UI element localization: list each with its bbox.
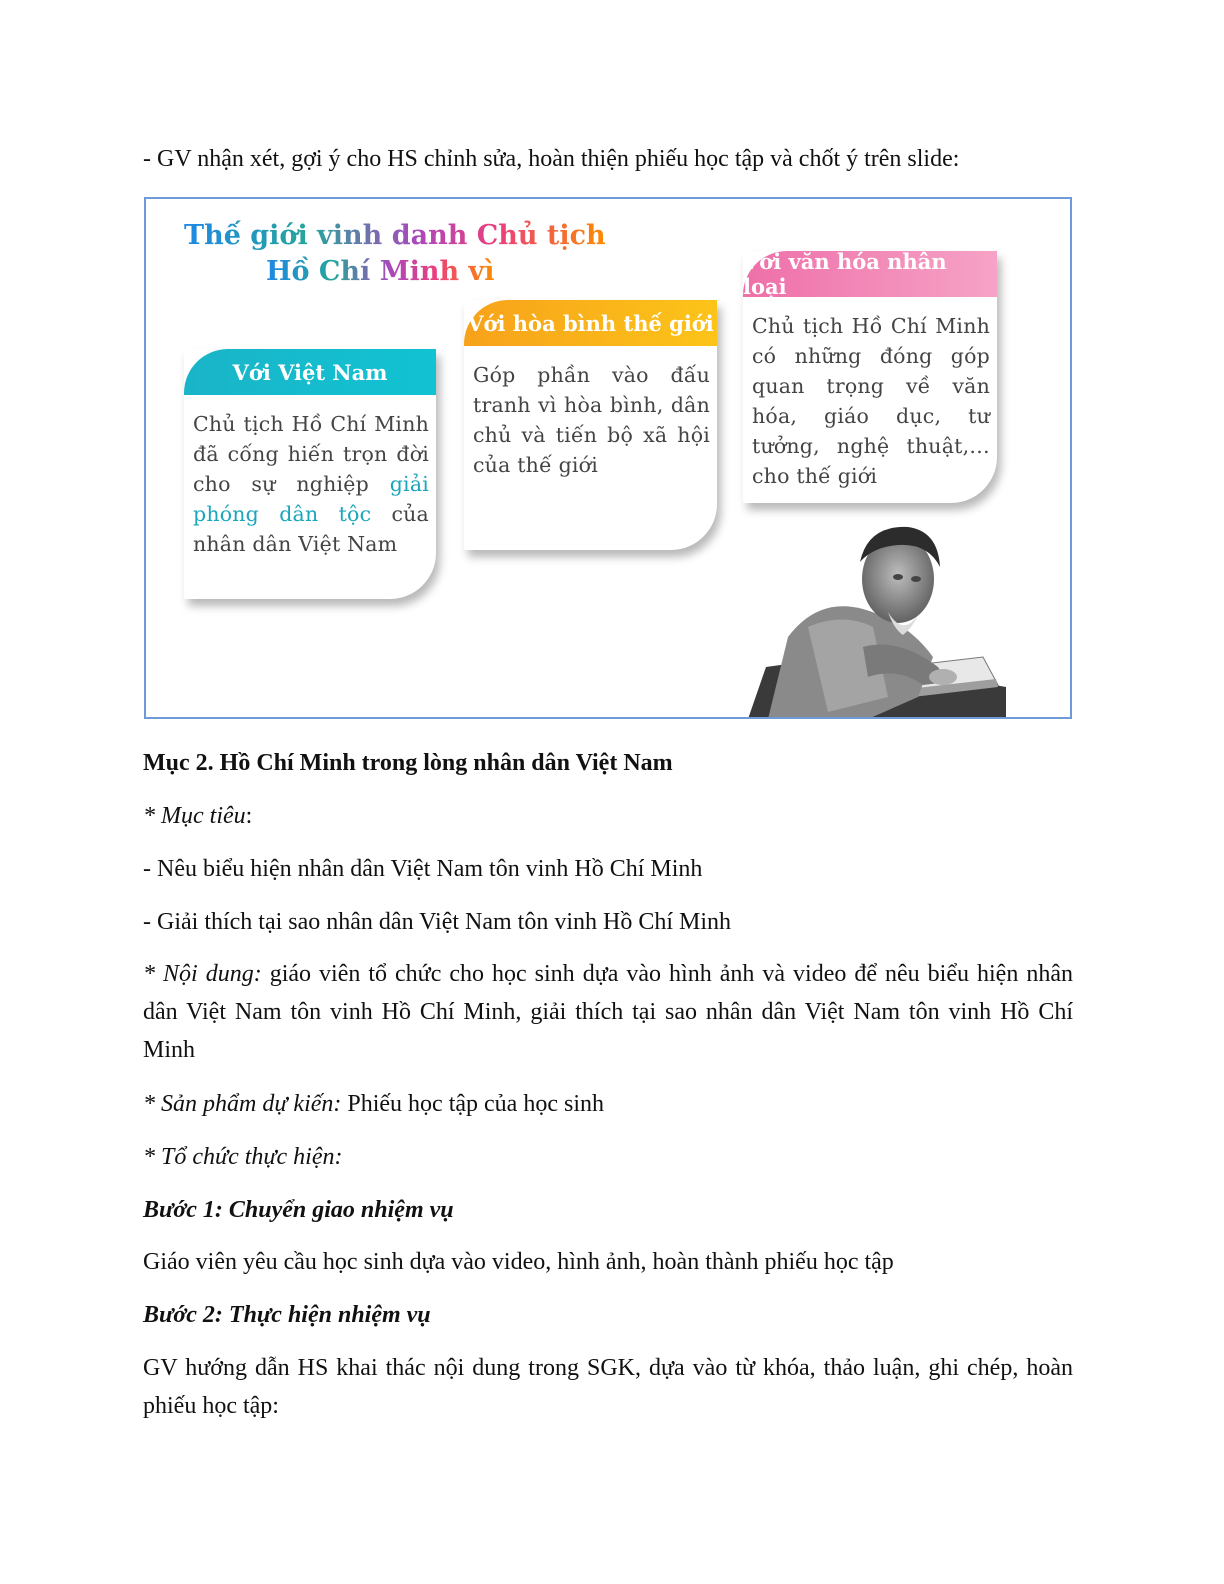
product-label: * Sản phẩm dự kiến: <box>143 1091 342 1117</box>
card-text-part: của nhân dân Việt Nam <box>193 502 429 556</box>
goal-item-1: - Nêu biểu hiện nhân dân Việt Nam tôn vinh Hồ Chí Minh <box>143 856 703 882</box>
organization-label: * Tổ chức thực hiện: <box>143 1144 343 1170</box>
content-text: giáo viên tổ chức cho học sinh dựa vào hình ảnh và video để nêu biểu hiện nhân dân Việt Nam tôn vinh Hồ Chí Minh, giải thích tại sao nhân dân Việt Nam tôn vinh Hồ Chí Minh <box>143 961 1073 1063</box>
product-line <box>143 1085 1073 1123</box>
card-text-highlight: giải phóng dân tộc <box>193 472 429 526</box>
step-1-heading: Bước 1: Chuyển giao nhiệm vụ <box>143 1197 454 1223</box>
card-heading: Với hòa bình thế giới <box>464 300 717 346</box>
portrait-photo <box>748 517 1006 719</box>
card-viet-nam <box>184 349 436 599</box>
product-text: Phiếu học tập của học sinh <box>341 1091 604 1117</box>
card-heading: Với Việt Nam <box>184 349 436 395</box>
goal-label-line <box>143 797 1073 835</box>
card-heading: Với văn hóa nhân loại <box>743 251 997 297</box>
content-label: * Nội dung: <box>143 961 262 987</box>
step-1-text: Giáo viên yêu cầu học sinh dựa vào video, hình ảnh, hoàn thành phiếu học tập <box>143 1249 894 1275</box>
slide-figure <box>144 197 1072 719</box>
card-text-part: Chủ tịch Hồ Chí Minh đã cống hiến trọn đời cho sự nghiệp <box>193 412 429 496</box>
intro-paragraph: - GV nhận xét, gợi ý cho HS chỉnh sửa, hoàn thiện phiếu học tập và chốt ý trên slide: <box>143 146 960 172</box>
goal-colon: : <box>245 803 253 829</box>
step-2-heading: Bước 2: Thực hiện nhiệm vụ <box>143 1302 431 1328</box>
card-text: Chủ tịch Hồ Chí Minh có những đóng góp quan trọng về văn hóa, giáo dục, tư tưởng, nghệ thuật,… cho thế giới <box>752 314 990 488</box>
goal-label: * Mục tiêu <box>143 803 246 829</box>
card-text: Góp phần vào đấu tranh vì hòa bình, dân chủ và tiến bộ xã hội của thế giới <box>473 363 710 477</box>
goal-item-2: - Giải thích tại sao nhân dân Việt Nam tôn vinh Hồ Chí Minh <box>143 909 732 935</box>
card-text <box>193 409 429 559</box>
card-world-peace <box>464 300 717 550</box>
slide-title-line-1: Thế giới vinh danh Chủ tịch <box>184 220 606 251</box>
content-paragraph <box>143 955 1073 1069</box>
slide-title-line-2: Hồ Chí Minh vì <box>266 256 495 287</box>
card-human-culture <box>743 251 997 503</box>
section-heading: Mục 2. Hồ Chí Minh trong lòng nhân dân Việt Nam <box>143 750 673 776</box>
step-2-text: GV hướng dẫn HS khai thác nội dung trong SGK, dựa vào từ khóa, thảo luận, ghi chép, hoàn phiếu học tập: <box>143 1355 1073 1419</box>
